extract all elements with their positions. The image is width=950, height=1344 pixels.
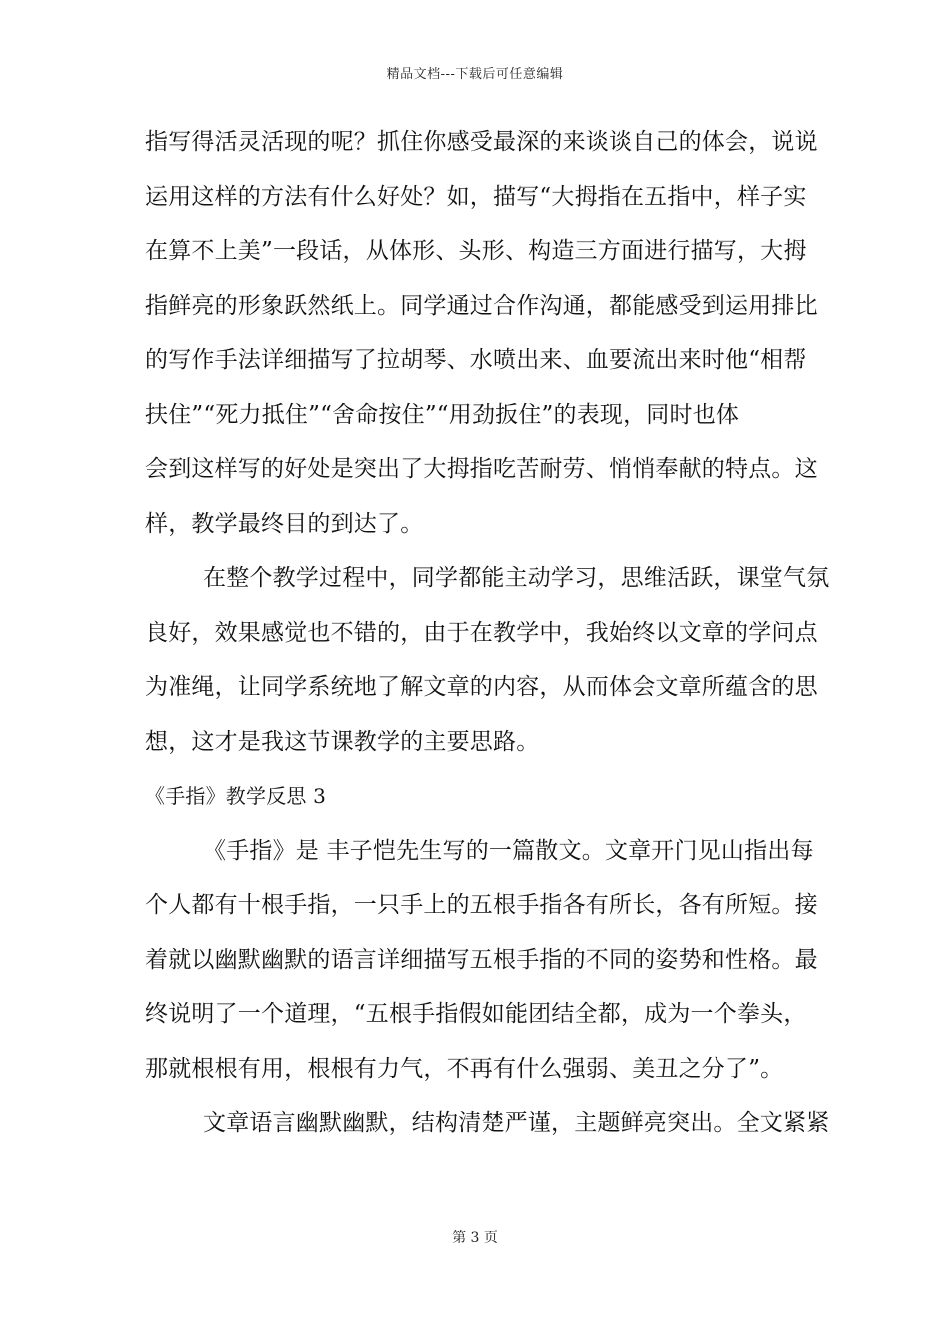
text-line: 会到这样写的好处是突出了大拇指吃苦耐劳、悄悄奉献的特点。这 <box>145 456 818 482</box>
text-line: 良好，效果感觉也不错的，由于在教学中，我始终以文章的学问点 <box>145 619 818 646</box>
text-line: 扶住”“死力抵住”“舍命按住”“用劲扳住”的表现，同时也体 <box>145 401 740 428</box>
page-number: 第 3 页 <box>452 1230 498 1246</box>
text-line: 个人都有十根手指，一只手上的五根手指各有所长，各有所短。接 <box>145 892 818 918</box>
text-line: 运用这样的方法有什么好处？如，描写“大拇指在五指中，样子实 <box>145 183 807 210</box>
section-heading: 《手指》教学反思 3 <box>145 784 327 808</box>
paragraph-start-line: 文章语言幽默幽默，结构清楚严谨，主题鲜亮突出。全文紧紧 <box>203 1110 830 1136</box>
text-line: 在算不上美”一段话，从体形、头形、构造三方面进行描写，大拇 <box>145 238 807 264</box>
text-line: 终说明了一个道理，“五根手指假如能团结全都，成为一个拳头， <box>145 1001 807 1027</box>
text-line: 指鲜亮的形象跃然纸上。同学通过合作沟通，都能感受到运用排比 <box>145 292 818 319</box>
text-line: 那就根根有用，根根有力气，不再有什么强弱、美丑之分了”。 <box>145 1055 784 1082</box>
text-line: 样，教学最终目的到达了。 <box>145 510 424 537</box>
text-line: 为准绳，让同学系统地了解文章的内容，从而体会文章所蕴含的思 <box>145 674 818 700</box>
text-line: 的写作手法详细描写了拉胡琴、水喷出来、血要流出来时他“相帮 <box>145 347 807 373</box>
text-line: 想，这才是我这节课教学的主要思路。 <box>145 728 540 755</box>
text-line: 指写得活灵活现的呢？抓住你感受最深的来谈谈自己的体会，说说 <box>145 129 818 155</box>
document-body <box>145 128 830 1164</box>
page-header: 精品文档---下载后可任意编辑 <box>386 67 564 82</box>
text-line: 着就以幽默幽默的语言详细描写五根手指的不同的姿势和性格。最 <box>145 946 818 973</box>
paragraph-start-line: 《手指》是 丰子恺先生写的一篇散文。文章开门见山指出每 <box>203 837 814 864</box>
paragraph-start-line: 在整个教学过程中，同学都能主动学习，思维活跃，课堂气氛 <box>203 565 830 591</box>
